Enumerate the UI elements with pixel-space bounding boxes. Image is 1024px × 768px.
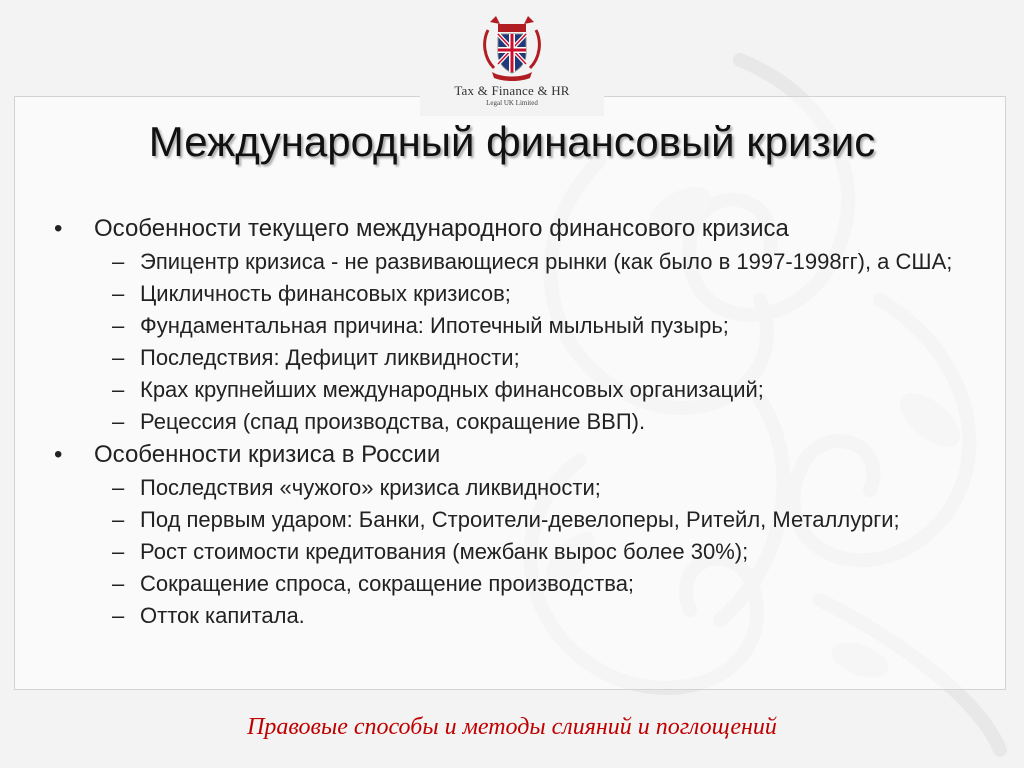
bullet-text: Под первым ударом: Банки, Строители-девелоперы, Ритейл, Металлурги; — [140, 507, 900, 532]
sub-bullet-item — [54, 538, 954, 565]
bullet-text: Особенности кризиса в России — [94, 441, 441, 468]
bullet-item — [54, 214, 954, 244]
bullet-text: Цикличность финансовых кризисов; — [140, 281, 511, 306]
heraldic-crest-icon — [482, 12, 542, 82]
dash-marker: – — [112, 281, 125, 306]
company-logo — [420, 0, 604, 116]
bullet-text: Фундаментальная причина: Ипотечный мыльный пузырь; — [140, 313, 729, 338]
bullet-item — [54, 440, 954, 470]
dash-marker: – — [112, 313, 125, 338]
sub-bullet-item — [54, 376, 954, 403]
bullet-list — [54, 214, 954, 634]
bullet-text: Последствия: Дефицит ликвидности; — [140, 345, 520, 370]
dash-marker: – — [112, 475, 125, 500]
dash-marker: – — [112, 409, 125, 434]
dash-marker: – — [112, 249, 125, 274]
sub-bullet-item — [54, 506, 954, 533]
bullet-text: Сокращение спроса, сокращение производства; — [140, 571, 635, 596]
dash-marker: – — [112, 507, 125, 532]
sub-bullet-item — [54, 408, 954, 435]
bullet-text: Особенности текущего международного финансового кризиса — [94, 215, 789, 242]
sub-bullet-item — [54, 248, 954, 275]
dash-marker: – — [112, 345, 125, 370]
dash-marker: – — [112, 539, 125, 564]
bullet-text: Последствия «чужого» кризиса ликвидности; — [140, 475, 601, 500]
dash-marker: – — [112, 571, 125, 596]
bullet-text: Крах крупнейших международных финансовых организаций; — [140, 377, 764, 402]
bullet-text: Эпицентр кризиса - не развивающиеся рынки (как было в 1997-1998гг), а США; — [140, 249, 953, 274]
bullet-marker: • — [54, 441, 63, 468]
slide-title: Международный финансовый кризис — [148, 118, 876, 165]
bullet-text: Рост стоимости кредитования (межбанк вырос более 30%); — [140, 539, 749, 564]
company-name: Tax & Finance & HR — [454, 83, 570, 98]
sub-bullet-item — [54, 570, 954, 597]
dash-marker: – — [112, 603, 125, 628]
company-subtitle: Legal UK Limited — [486, 99, 538, 107]
sub-bullet-item — [54, 602, 954, 629]
sub-bullet-item — [54, 312, 954, 339]
sub-bullet-item — [54, 280, 954, 307]
sub-bullet-item — [54, 344, 954, 371]
slide-footer: Правовые способы и методы слияний и поглощений — [247, 714, 777, 740]
bullet-text: Рецессия (спад производства, сокращение ВВП). — [140, 409, 646, 434]
dash-marker: – — [112, 377, 125, 402]
sub-bullet-item — [54, 474, 954, 501]
bullet-marker: • — [54, 215, 63, 242]
bullet-text: Отток капитала. — [140, 603, 305, 628]
